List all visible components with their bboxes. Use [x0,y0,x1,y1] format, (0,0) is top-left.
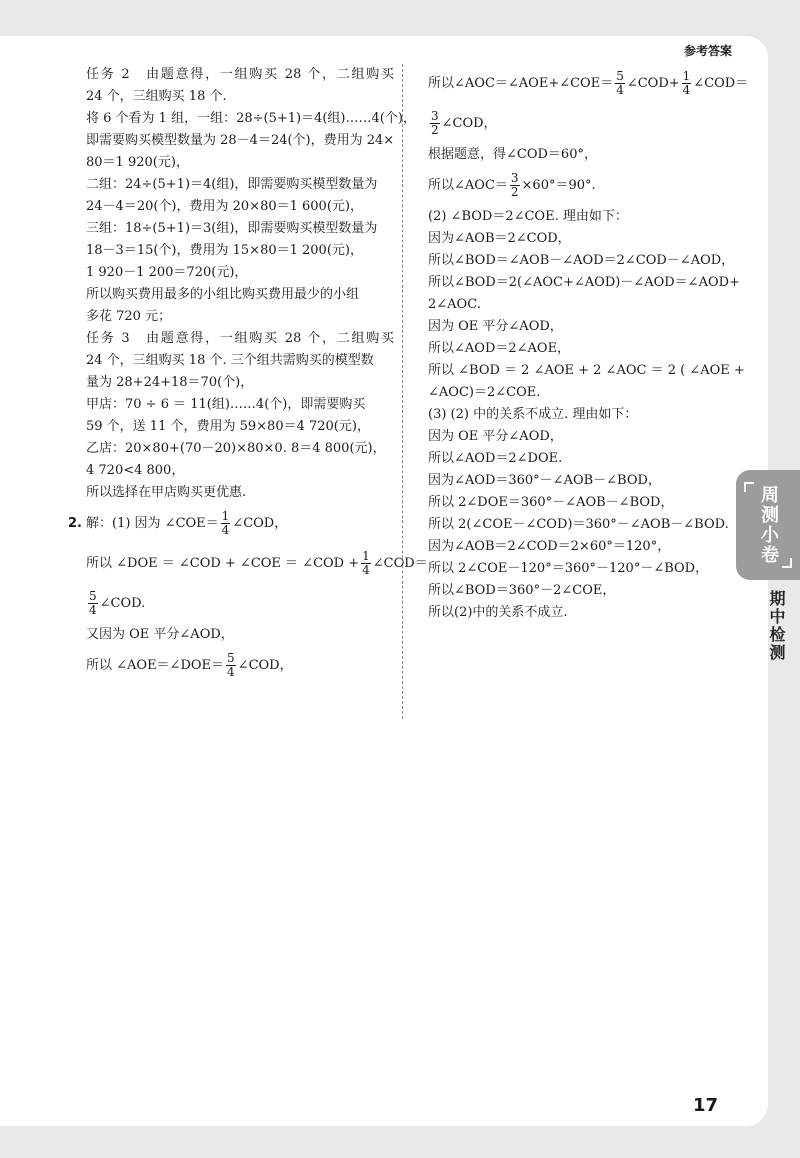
text-line: 所以∠BOD＝360°－2∠COE， [428,583,616,598]
text-line: 4 720<4 800， [86,463,185,478]
page-header: 参考答案 [683,44,732,58]
text-line: 将 6 个看为 1 组，一组：28÷(5+1)＝4(组)……4(个)， [86,111,416,126]
text-segment: 所以∠AOC＝ [428,178,508,193]
fraction: $\frac{5}{4}$ [89,589,97,617]
text-segment: ∠COD， [441,116,497,131]
text-segment: ∠COD. [99,596,146,611]
tab-label: 周测小卷 [758,485,779,565]
text-line: 所以 2∠DOE＝360°－∠AOB－∠BOD， [428,495,674,510]
text-line: 24 个，三组购买 18 个. [86,89,227,104]
bracket-decoration [744,482,754,492]
text-line: 所以选择在甲店购买更优惠. [86,485,247,500]
text-segment: 所以∠AOC＝∠AOE+∠COE＝ [428,76,614,91]
fraction: $\frac{1}{4}$ [682,69,691,97]
text-line: 因为 OE 平分∠AOD， [428,319,563,334]
text-segment: ×60°＝90°. [521,178,596,193]
page-number: 17 [692,1095,718,1116]
text-line [86,544,428,584]
text-line [86,646,394,686]
text-line: 多花 720 元； [86,309,172,324]
text-line: 所以(2)中的关系不成立. [428,605,568,620]
text-line: 24 个，三组购买 18 个. 三个组共需购买的模型数 [86,353,374,368]
text-line: 24－4＝20(个)，费用为 20×80＝1 600(元)， [86,199,363,214]
text-line: 80＝1 920(元)， [86,155,189,170]
text-line: 量为 28+24+18＝70(个)， [86,375,254,390]
text-line: 所以∠BOD＝2(∠AOC+∠AOD)－∠AOD＝∠AOD+ [428,275,740,290]
text-line: 59 个，送 11 个，费用为 59×80＝4 720(元)， [86,419,370,434]
tab-weekly-quiz[interactable] [736,470,800,580]
text-segment: ∠COD， [232,516,288,531]
text-segment: 所以 ∠DOE ＝ ∠COD + ∠COE ＝ ∠COD + [86,556,360,571]
text-line: ∠AOC)＝2∠COE. [428,385,541,400]
right-column [428,64,749,624]
text-line: 三组：18÷(5+1)＝3(组)，即需要购买模型数量为 [86,221,378,236]
left-column [68,64,428,686]
text-line: 又因为 OE 平分∠AOD， [86,627,234,642]
text-line: 因为∠AOB＝2∠COD， [428,231,571,246]
text-segment: ∠COD＝ [372,556,428,571]
text-line: 因为∠AOB＝2∠COD＝2×60°＝120°， [428,539,671,554]
text-line: 甲店：70 ÷ 6 ＝ 11(组)……4(个)，即需要购买 [86,397,366,412]
fraction: $\frac{3}{2}$ [510,171,519,199]
fraction: $\frac{1}{4}$ [221,509,230,537]
fraction: $\frac{1}{4}$ [362,549,370,577]
text-line: 1 920－1 200＝720(元)， [86,265,248,280]
text-segment: ∠COD+ [626,76,680,91]
fraction: $\frac{5}{4}$ [227,651,235,679]
text-line: 所以购买费用最多的小组比购买费用最少的小组 [86,287,360,302]
question-number: 2. [68,516,82,531]
question-2-line [68,504,394,544]
page [0,36,768,1126]
text-line: 所以∠BOD＝∠AOB－∠AOD＝2∠COD－∠AOD， [428,253,735,268]
text-line [428,166,732,206]
fraction: $\frac{5}{4}$ [616,69,624,97]
text-line: 所以 2(∠COE－∠COD)＝360°－∠AOB－∠BOD. [428,517,729,532]
text-line: 因为∠AOD＝360°－∠AOB－∠BOD， [428,473,661,488]
text-line: 2∠AOC. [428,297,481,312]
text-line: 所以∠AOD＝2∠DOE. [428,451,563,466]
text-segment: 解：(1) 因为 ∠COE＝ [86,516,219,531]
bracket-decoration [782,558,792,568]
text-line [428,64,749,104]
text-line: 乙店：20×80+(70－20)×80×0. 8＝4 800(元)， [86,441,386,456]
text-line: 18－3＝15(个)，费用为 15×80＝1 200(元)， [86,243,363,258]
text-line: 根据题意，得∠COD＝60°， [428,147,597,162]
text-line [428,104,732,144]
column-divider [402,64,403,719]
text-line: 即需要购买模型数量为 28－4＝24(个)，费用为 24× [86,133,395,148]
text-line: 因为 OE 平分∠AOD， [428,429,563,444]
text-line [86,584,394,624]
tab-midterm[interactable]: 期中检测 [767,590,786,662]
text-line: 二组：24÷(5+1)＝4(组)，即需要购买模型数量为 [86,177,378,192]
text-line: 任务 2 由题意得，一组购买 28 个，二组购买 [86,67,394,82]
text-segment: ∠COD， [237,658,293,673]
fraction: $\frac{3}{2}$ [431,109,439,137]
text-line: 任务 3 由题意得，一组购买 28 个，二组购买 [86,331,394,346]
text-line: 所以 ∠BOD ＝ 2 ∠AOE + 2 ∠AOC ＝ 2 ( ∠AOE + [428,363,745,378]
text-segment: 所以 ∠AOE＝∠DOE＝ [86,658,225,673]
text-line: 所以 2∠COE－120°＝360°－120°－∠BOD， [428,561,709,576]
text-line: (3) (2) 中的关系不成立. 理由如下： [428,407,638,422]
text-line: 所以∠AOD＝2∠AOE， [428,341,571,356]
text-line: (2) ∠BOD＝2∠COE. 理由如下： [428,209,628,224]
text-segment: ∠COD＝ [693,76,749,91]
